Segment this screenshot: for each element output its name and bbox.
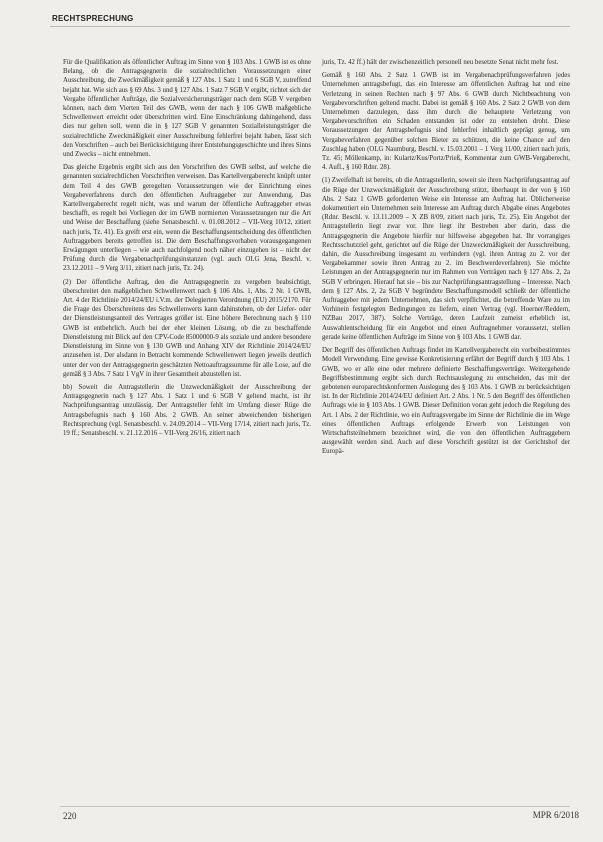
paragraph: (1) Zweifelhaft ist bereits, ob die Antragstellerin, soweit sie ihren Nachprüfungsantrag auf die Rüge der Unzweckmäßigkeit der Ausschreibung stützt, überhaupt in der von § 160 Abs. 2 Satz 1 GWB geforderten Weise ein Interesse am Auftrag hat. Üblicherweise dokumentiert ein Unternehmen sein Interesse am Auftrag durch Abgabe eines Angebotes (Rdnr. Beschl. v. 13.11.2009 – X ZB 8/09, zitiert nach juris, Tz. 25). Ein Angebot der Antragstellerin liegt zwar vor. Ihre liegt ihr Bestreben aber darin, dass die Antragsgegnerin die Angebote hierfür nur hilfsweise abgegeben hat. Ihr vorrangiges Rechtsschutzziel geht, gerichtet auf die Rüge der Unzweckmäßigkeit der Ausschreibung, dahin, die Ausschreibung insgesamt zu verhindern (vgl. ihren Antrag zu 2. vor der Vergabekammer sowie ihren Antrag zu 2. im Beschwerdeverfahren). Sie möchte Leistungen an der Antragsgegnerin nur im Rahmen von Verträgen nach § 127 Abs. 2, 2a SGB V erbringen. Hierauf hat sie – bis zur Nachprüfungsantragstellung – Interesse. Nach dem § 127 Abs. 2, 2a SGB V begründete Beschaffungsmodell schließt der öffentliche Auftraggeber mit jedem Unternehmen, das sich verpflichtet, die betreffende Ware zu im Vorhinein festgelegten Bedingungen zu liefern, einen Vertrag (vgl. Hoerner/Reddern, NZBau 2017, 387). Solche Verträge, deren Laufzeit zumeist erheblich ist, Auswahlentscheidung für ein Angebot und einen Auftragnehmer voraussetzt, stellen gerade keine öffentlichen Aufträge im Sinne von § 103 Abs. 1 GWB dar. <box>322 177 570 341</box>
section-header: RECHTSPRECHUNG <box>52 14 134 23</box>
right-column <box>322 58 570 461</box>
paragraph: juris, Tz. 42 ff.) hält der zwischenzeitlich personell neu besetzte Senat nicht mehr fest. <box>322 59 559 66</box>
paragraph: (2) Der öffentliche Auftrag, den die Antragsgegnerin zu vergeben beabsichtigt, überschreitet den maßgeblichen Schwellenwert nach § 106 Abs. 1, Abs. 2 Nr. 1 GWB, Art. 4 der Richtlinie 2014/24/EU i.V.m. der Delegierten Verordnung (EU) 2015/2170. Für die Frage des Überschreitens des Schwellenwerts kann dahinstehen, ob der Liefer- oder der Dienstleistungsanteil des Vertrages größer ist. Eine höhere Berechnung nach § 110 GWB ist entbehrlich. Auch bei der eher kleinen Lösung, ob die zu beschaffende Dienstleistung mit Blick auf den CPV-Code 85000000-9 als soziale und andere besondere Dienstleistung im Sinne von § 130 GWB und Anhang XIV der Richtlinie 2014/24/EU anzusehen ist. Der alsdann in Betracht kommende Schwellenwert liegen jeweils deutlich unter der von der Antragsgegnerin geschätzten Nettoauftragssumme für alle Lose, auf die gemäß § 3 Abs. 7 Satz 1 VgV in ihrer Gesamtheit abzustellen ist. <box>63 278 311 378</box>
paragraph: bb) Soweit die Antragstellerin die Unzweckmäßigkeit der Ausschreibung der Antragsgegnerin nach § 127 Abs. 1 Satz 1 und 6 SGB V geltend macht, ist ihr Nachprüfungsantrag unzulässig. Der Antragsteller fehlt im Umfang dieser Rüge die Antragsbefugnis nach § 160 Abs. 2 GWB. An seiner abweichenden bisherigen Rechtsprechung (vgl. Senatsbeschl. v. 24.09.2014 – VII-Verg 17/14, zitiert nach juris, Tz. 19 ff.; Senatsbeschl. v. 21.12.2016 – VII-Verg 26/16, zitiert nach <box>63 383 311 437</box>
paragraph: Gemäß § 160 Abs. 2 Satz 1 GWB ist im Vergabenachprüfungsverfahren jedes Unternehmen antragsbefugt, das ein Interesse am öffentlichen Auftrag hat und eine Verletzung in seinen Rechten nach § 97 Abs. 6 GWB durch Nichtbeachtung von Vergabevorschriften geltend macht. Dabei ist gemäß § 160 Abs. 2 Satz 2 GWB von dem Unternehmen darzulegen, dass ihm durch die behauptete Verletzung von Vergabevorschriften ein Schaden entstanden ist oder zu entstehen droht. Diese Voraussetzungen der Antragsbefugnis sind fehlerfrei inhaltlich geprägt genug, um Vergabeverfahren gegenüber solchen Bieter zu schützen, die keine Chance auf den Zuschlag haben (OLG Naumburg, Beschl. v. 15.03.2001 – 1 Verg 11/00, zitiert nach juris, Tz. 45; Möllenkamp, in: Kulartz/Kus/Portz/Prieß, Kommentar zum GWB-Vergaberecht, 4. Aufl., § 160 Rdnr. 28). <box>322 72 570 172</box>
journal-issue: MPR 6/2018 <box>532 810 579 820</box>
paragraph: Für die Qualifikation als öffentlicher Auftrag im Sinne von § 103 Abs. 1 GWB ist es ohne Belang, ob die Antragsgegnerin die sozialrechtlichen Voraussetzungen einer Ausschreibung, die Zweckmäßigkeit gemäß § 127 Abs. 1 Satz 1 und 6 SGB V, zutreffend bejaht hat. Wie sich aus § 69 Abs. 3 und § 127 Abs. 1 Satz 7 SGB V ergibt, richtet sich der Vergabe öffentlicher Aufträge, die Sozialversicherungsträger nach dem SGB V vergeben können, nach dem Vierten Teil des GWB, wenn der nach § 106 GWB maßgebliche Schwellenwert erreicht oder überschritten wird. Eine Einschränkung dahingehend, dass dies nur gelten soll, wenn die in § 127 SGB V genannten Sozialleistungsträger die sozialrechtliche Zweckmäßigkeit einer Ausschreibung fehlerfrei bejaht haben, lässt sich den Vorschriften – auch bei Berücksichtigung ihrer Entstehungsgeschichte und ihres Sinns und Zwecks – nicht entnehmen. <box>63 59 311 159</box>
footer-divider <box>60 806 570 807</box>
page-number: 220 <box>63 811 77 821</box>
left-column <box>63 58 311 442</box>
paragraph: Der Begriff des öffentlichen Auftrags findet im Kartellvergaberecht ein vorbeibestimmtes Modell Verwendung. Eine gewisse Konkretisierung erfährt der Begriff durch § 103 Abs. 1 GWB, wo er alle eine oder mehrere definierte Beschaffungsverträge. Weitergehende Begriffsbestimmung ergibt sich durch Rechtsauslegung zu entscheiden, das mit der gebotenen europarechtskonformen Auslegung des § 103 Abs. 1 GWB zu berücksichtigen ist. In der Richtlinie 2014/24/EU definiert Art. 2 Abs. 1 Nr. 5 den Begriff des öffentlichen Auftrags wie in § 103 Abs. 1 GWB. Dieser Definition voran geht jedoch die Regelung des Art. 1 Abs. 2 der Richtlinie, wo ein Auftragsvergabe im Sinne der Richtlinie die im Wege eines öffentlichen Auftrags erfolgende Erwerb von Leistungen von Wirtschaftsteilnehmern bezeichnet wird, die von den öffentlichen Auftraggebern ausgewählt werden sind. Auch auf diese Vorschrift gestützt ist der Gerichtshof der Europä- <box>322 347 570 456</box>
header-divider <box>50 26 570 27</box>
paragraph: Das gleiche Ergebnis ergibt sich aus den Vorschriften des GWB selbst, auf welche die genannten sozialrechtlichen Vorschriften verweisen. Das Kartellvergaberecht knüpft unter dem Teil 4 des GWB geregelten Voraussetzungen wie der Einrichtung eines Vergabeverfahrens durch den öffentlichen Auftraggeber zur Anwendung. Das Kartellvergaberecht regelt nicht, was und warum der öffentliche Auftraggeber etwas beschafft, es regelt bei Vorliegen der im GWB normierten Voraussetzungen nur die Art und Weise der Beschaffung (siehe Senatsbeschl. v. 01.08.2012 – VII-Verg 10/12, zitiert nach juris, Tz. 41). Es greift erst ein, wenn die Beschaffungsentscheidung des öffentlichen Auftraggebers bereits getroffen ist. Die dem Beschaffungsvorhaben vorausgegangenen Erwägungen unterliegen – wie auch nachfolgend noch näher einzugehen ist – nicht der Prüfung durch die Vergabenachprüfungsinstanzen (vgl. auch OLG Jena, Beschl. v. 23.12.2011 – 9 Verg 3/11, zitiert nach juris, Tz. 24). <box>63 164 311 273</box>
